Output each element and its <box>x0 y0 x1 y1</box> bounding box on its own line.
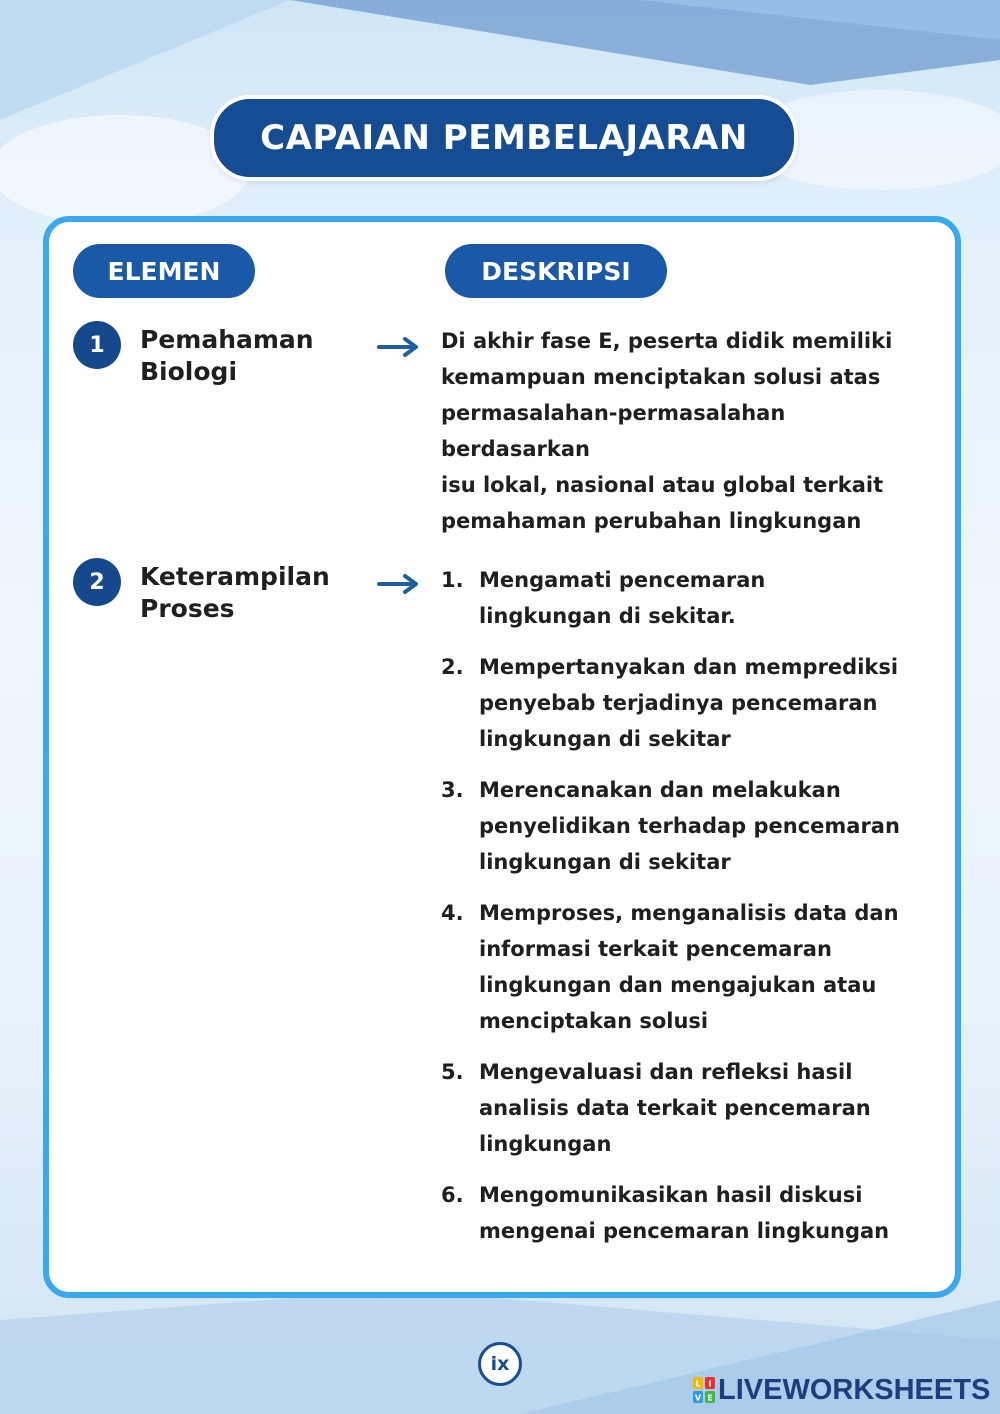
list-item-line: lingkungan di sekitar <box>479 727 731 751</box>
list-item-line: mengenai pencemaran lingkungan <box>479 1219 890 1243</box>
column-header-elemen: ELEMEN <box>73 244 255 298</box>
list-item-number: 4. <box>441 901 464 925</box>
column-header-deskripsi: DESKRIPSI <box>445 244 667 298</box>
list-item-line: lingkungan di sekitar <box>479 850 731 874</box>
arrow-right-icon <box>377 573 421 595</box>
liveworksheets-brand[interactable] <box>693 1372 990 1408</box>
element-description <box>441 323 941 539</box>
element-name-line: Proses <box>140 594 235 623</box>
element-number-badge: 1 <box>73 321 121 369</box>
list-item-line: menciptakan solusi <box>479 1009 709 1033</box>
content-card <box>43 216 961 1298</box>
description-line: Di akhir fase E, peserta didik memiliki <box>441 329 893 353</box>
list-item <box>441 649 911 757</box>
list-item-number: 1. <box>441 568 464 592</box>
list-item-number: 5. <box>441 1060 464 1084</box>
list-item <box>441 1054 911 1162</box>
element-name-line: Pemahaman <box>140 325 314 354</box>
list-item-line: penyebab terjadinya pencemaran <box>479 691 878 715</box>
description-line: permasalahan-permasalahan berdasarkan <box>441 401 786 461</box>
list-item-line: Mengomunikasikan hasil diskusi <box>479 1183 863 1207</box>
logo-letter: I <box>708 1379 712 1389</box>
list-item-line: Merencanakan dan melakukan <box>479 778 841 802</box>
list-item-line: lingkungan dan mengajukan atau <box>479 973 877 997</box>
list-item <box>441 772 911 880</box>
element-number-badge: 2 <box>73 558 121 606</box>
list-item-text <box>479 1177 911 1249</box>
list-item-number: 6. <box>441 1183 464 1207</box>
brand-name: LIVEWORKSHEETS <box>718 1373 991 1406</box>
element-name-line: Biologi <box>140 357 238 386</box>
list-item <box>441 1177 911 1249</box>
description-line: kemampuan menciptakan solusi atas <box>441 365 881 389</box>
list-item-text <box>479 772 911 880</box>
element-name <box>140 324 360 388</box>
logo-letter: E <box>707 1393 713 1403</box>
list-item-text <box>479 649 911 757</box>
description-line: isu lokal, nasional atau global terkait <box>441 473 884 497</box>
list-item-line: Mempertanyakan dan memprediksi <box>479 655 899 679</box>
element-name <box>140 561 360 625</box>
list-item <box>441 895 911 1039</box>
list-item-line: Mengevaluasi dan refleksi hasil <box>479 1060 853 1084</box>
element-name-line: Keterampilan <box>140 562 330 591</box>
list-item-text <box>479 895 911 1039</box>
logo-letter: V <box>694 1393 702 1403</box>
list-item-number: 2. <box>441 655 464 679</box>
description-line: pemahaman perubahan lingkungan <box>441 509 862 533</box>
list-item <box>441 562 911 634</box>
liveworksheets-logo-icon <box>693 1377 715 1403</box>
list-item-text <box>479 1054 911 1162</box>
list-item-text <box>479 562 911 634</box>
page-number: ix <box>478 1342 522 1386</box>
list-item-line: lingkungan <box>479 1132 612 1156</box>
list-item-line: analisis data terkait pencemaran <box>479 1096 871 1120</box>
logo-letter: L <box>695 1379 701 1389</box>
list-item-line: penyelidikan terhadap pencemaran <box>479 814 900 838</box>
list-item-line: Memproses, menganalisis data dan <box>479 901 899 925</box>
list-item-line: informasi terkait pencemaran <box>479 937 832 961</box>
list-item-line: lingkungan di sekitar. <box>479 604 736 628</box>
arrow-right-icon <box>377 336 421 358</box>
list-item-line: Mengamati pencemaran <box>479 568 766 592</box>
process-skill-list <box>441 562 911 1264</box>
page-title: CAPAIAN PEMBELAJARAN <box>210 95 798 181</box>
list-item-number: 3. <box>441 778 464 802</box>
